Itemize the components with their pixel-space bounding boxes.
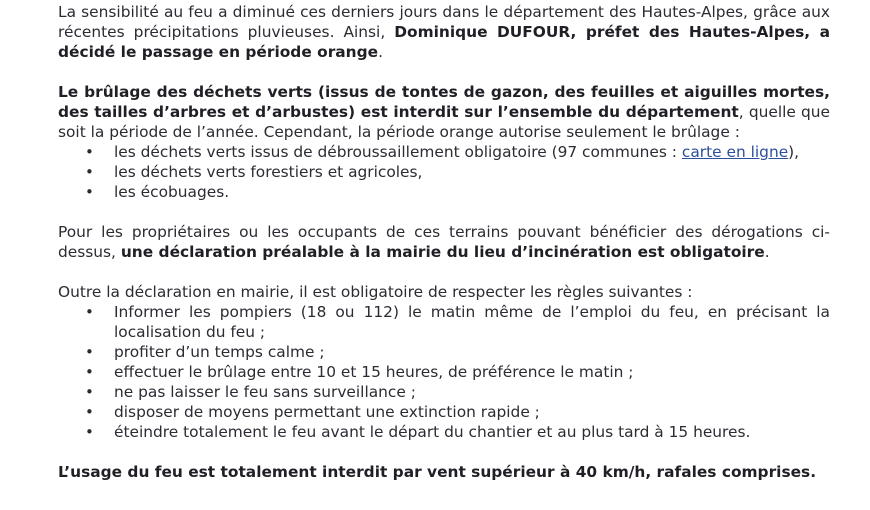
list-item: • les écobuages. <box>114 182 830 202</box>
spacer <box>58 62 830 82</box>
declaration-paragraph <box>58 222 830 262</box>
list-item: • éteindre totalement le feu avant le départ du chantier et au plus tard à 15 heures. <box>114 422 830 442</box>
list-item: • profiter d’un temps calme ; <box>114 342 830 362</box>
intro-end: . <box>378 43 383 61</box>
green-waste-ban: Le brûlage des déchets verts (issus de tontes de gazon, des feuilles et aiguilles mortes, des tailles d’arbres et d’arbustes) est interdit sur l’ensemble du département <box>58 83 830 121</box>
green-waste-text: , quelle que soit la période de l’année. Cependant, la période orange autorise seulement le brûlage : <box>58 103 831 141</box>
declaration-text: Pour les propriétaires ou les occupants de ces terrains pouvant bénéficier des dérogations ci-dessus, <box>58 223 830 261</box>
spacer <box>58 202 830 222</box>
declaration-requirement: une déclaration préalable à la mairie du lieu d’incinération est obligatoire <box>120 243 765 261</box>
green-waste-paragraph <box>58 82 830 142</box>
list-item: • les déchets verts forestiers et agricoles, <box>114 162 830 182</box>
list-item-text-after: ), <box>788 143 800 161</box>
list-item: • Informer les pompiers (18 ou 112) le matin même de l’emploi du feu, en précisant la localisation du feu ; <box>114 302 830 342</box>
prefect-decision: Dominique DUFOUR, préfet des Hautes-Alpes, a décidé le passage en période orange <box>58 23 831 61</box>
rules-intro: Outre la déclaration en mairie, il est obligatoire de respecter les règles suivantes : <box>58 283 693 301</box>
list-item <box>114 142 830 162</box>
spacer <box>58 442 830 462</box>
wind-rule: L’usage du feu est totalement interdit par vent supérieur à 40 km/h, rafales comprises. <box>58 463 817 481</box>
declaration-end: . <box>764 243 770 261</box>
online-map-link[interactable]: carte en ligne <box>681 143 789 161</box>
list-item: • disposer de moyens permettant une extinction rapide ; <box>114 402 830 422</box>
document-body <box>58 0 830 482</box>
green-waste-list <box>58 142 830 202</box>
intro-text: La sensibilité au feu a diminué ces derniers jours dans le département des Hautes-Alpes, grâce aux récentes précipitations pluvieuses. Ainsi, <box>58 3 830 41</box>
spacer <box>58 262 830 282</box>
intro-paragraph <box>58 2 830 62</box>
list-item: • ne pas laisser le feu sans surveillance ; <box>114 382 830 402</box>
list-item-text: les déchets verts issus de débroussaillement obligatoire (97 communes : <box>114 143 682 161</box>
list-item: • effectuer le brûlage entre 10 et 15 heures, de préférence le matin ; <box>114 362 830 382</box>
rules-list <box>58 302 830 442</box>
